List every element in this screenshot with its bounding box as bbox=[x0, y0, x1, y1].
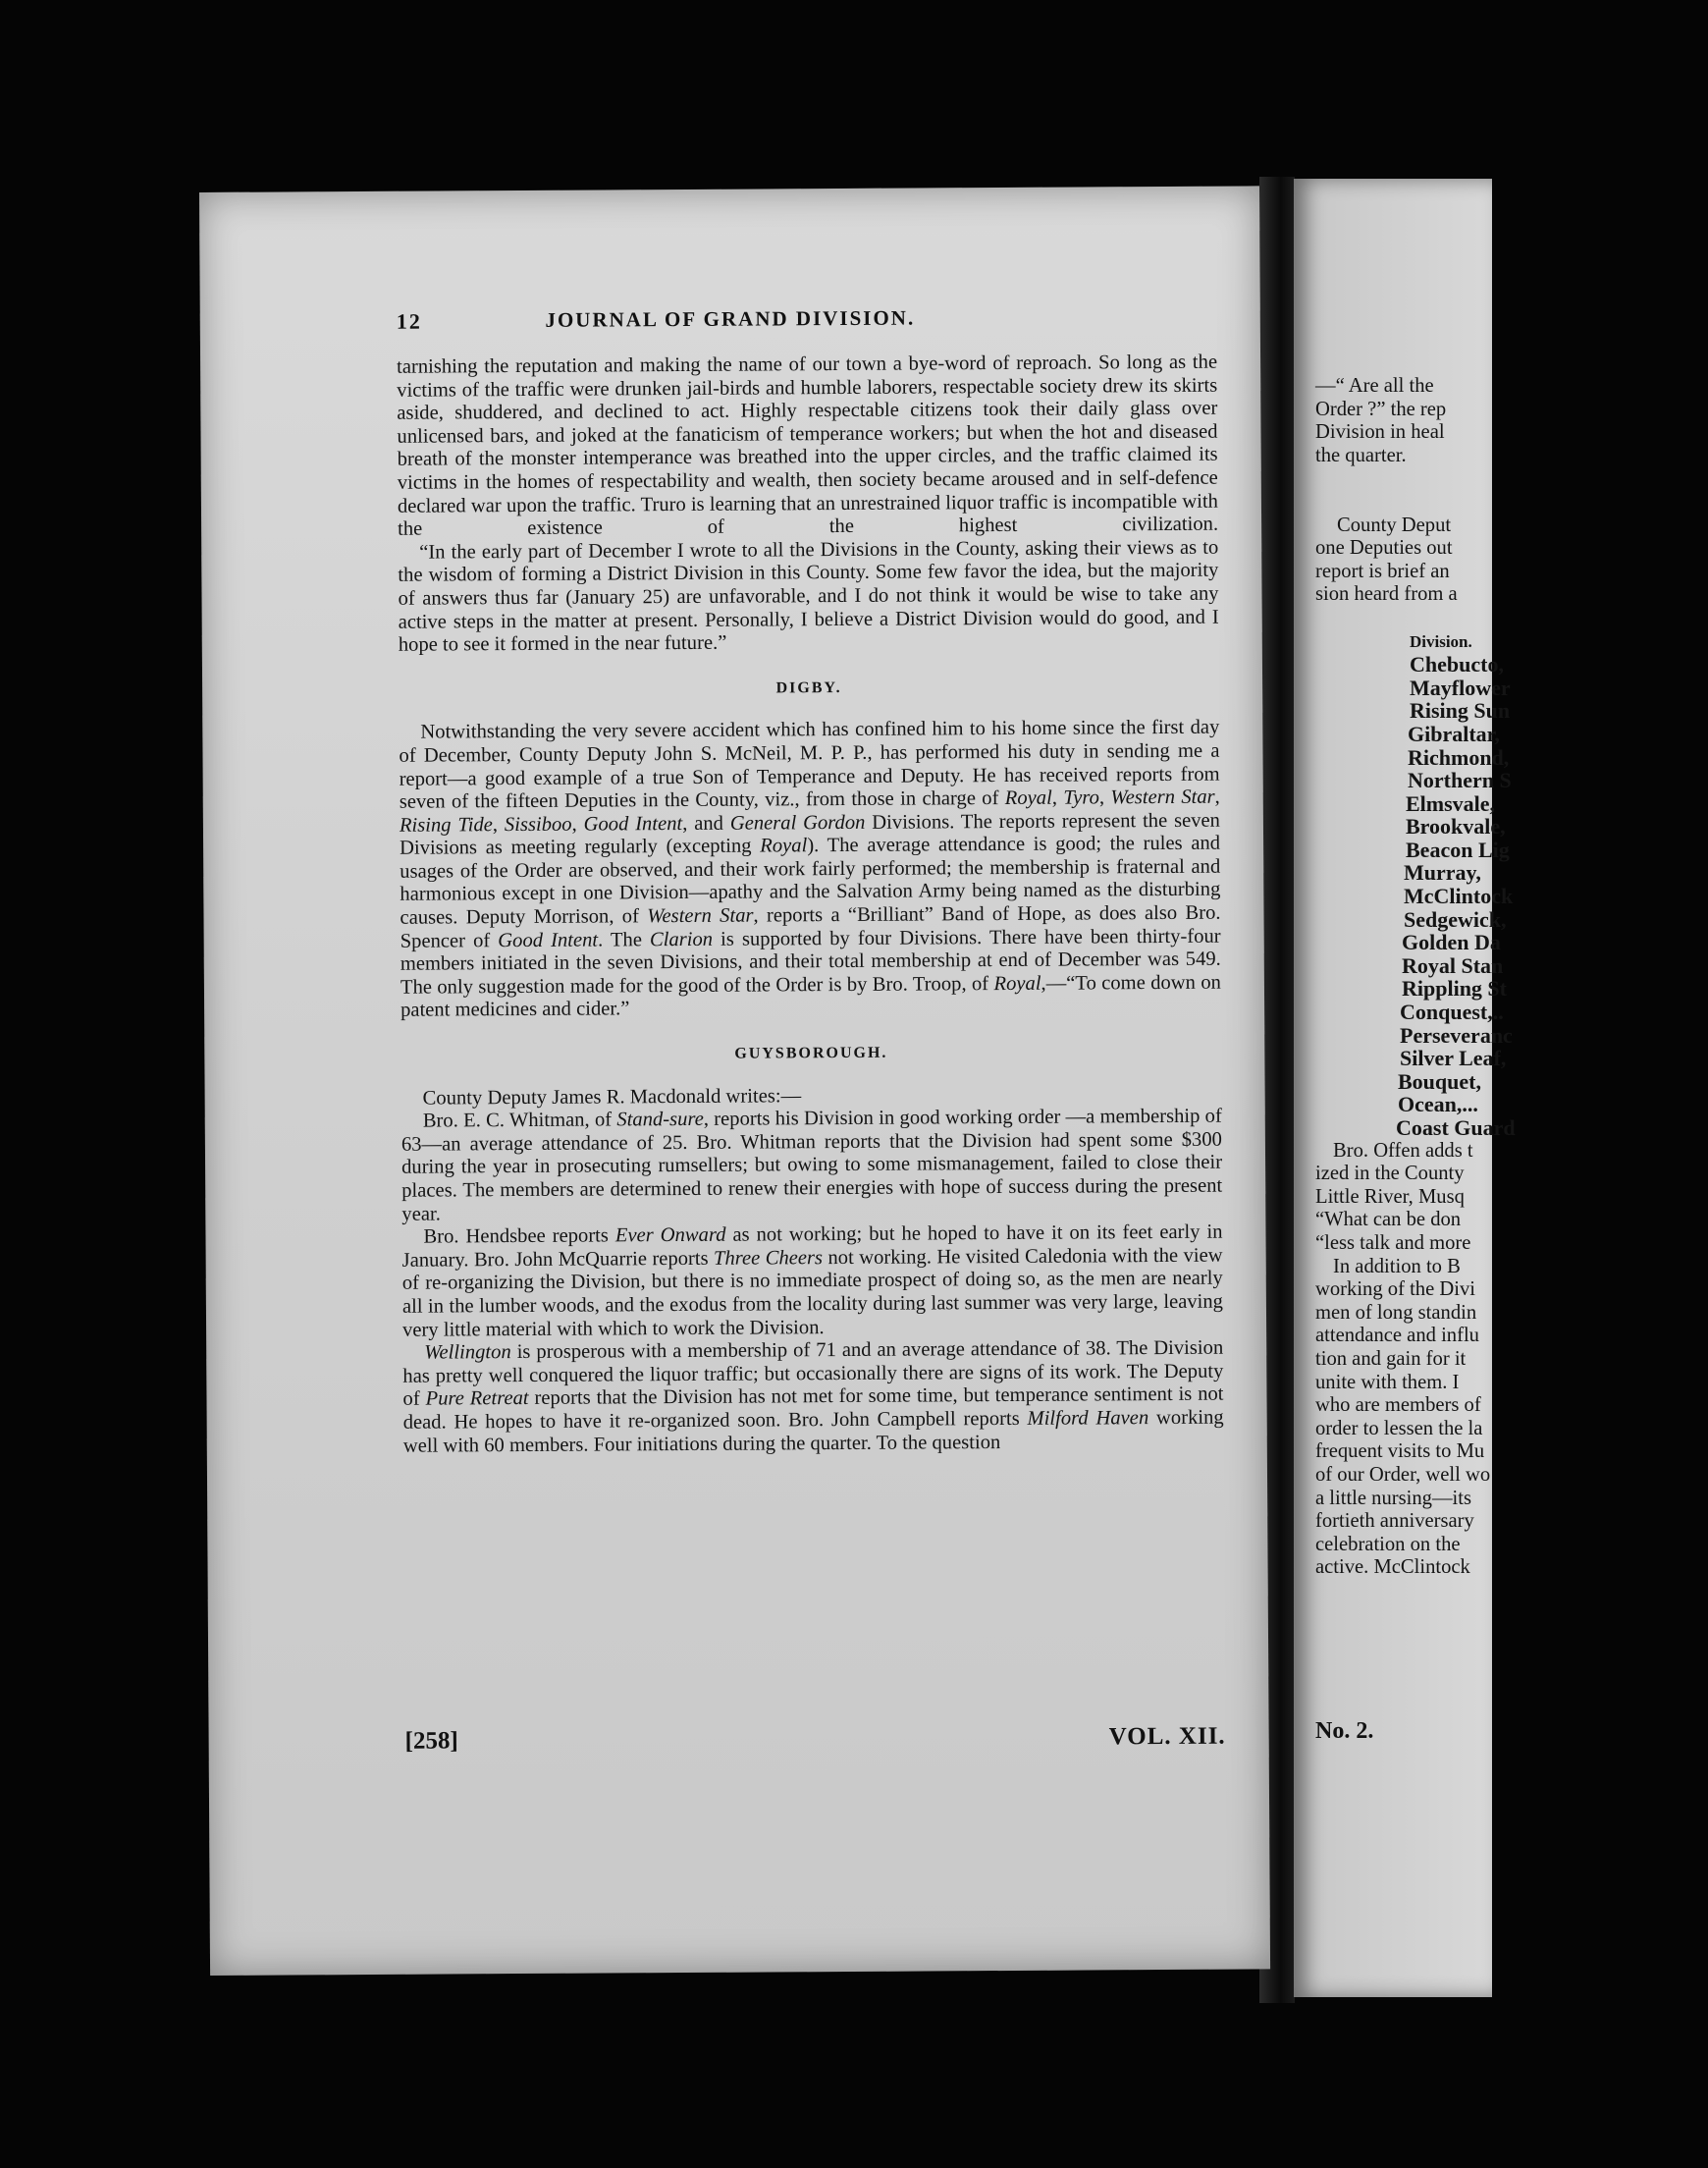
paragraph-district-division: “In the early part of December I wrote to all the Divisions in the County, asking their views as to the wisdom of forming a District Division in this County. Some few favor the idea, but the majority of answers thus far (January 25) are unfavorable, and I do not think it would be wise to take any active steps in the matter at present. Personally, I believe a District Division would do good, and I hope to see it formed in the near future.” bbox=[398, 536, 1219, 656]
division-row: Conquest,.. bbox=[1400, 1000, 1504, 1025]
right-line: County Deput bbox=[1337, 514, 1452, 536]
left-page bbox=[199, 186, 1270, 1976]
right-line: of our Order, well wo bbox=[1315, 1463, 1491, 1486]
running-head bbox=[200, 303, 1260, 340]
division-row: Mayflower bbox=[1410, 675, 1511, 700]
heading-guysborough: GUYSBOROUGH. bbox=[734, 1044, 888, 1062]
right-page-footer: No. 2. bbox=[1315, 1718, 1374, 1744]
right-line: “less talk and more bbox=[1315, 1231, 1471, 1254]
division-row: Golden Da bbox=[1402, 930, 1501, 955]
body-text bbox=[397, 352, 1224, 1458]
division-row: Silver Leaf, bbox=[1400, 1046, 1507, 1071]
right-line: who are members of bbox=[1315, 1394, 1481, 1417]
heading-digby: DIGBY. bbox=[775, 678, 842, 697]
signature-mark: [258] bbox=[404, 1727, 458, 1755]
right-line: attendance and influ bbox=[1315, 1325, 1479, 1347]
right-line: fortieth anniversary bbox=[1315, 1510, 1474, 1533]
right-line bbox=[1315, 467, 1708, 491]
right-page-text bbox=[1315, 375, 1708, 1580]
division-row: McClintock bbox=[1404, 884, 1514, 909]
right-line: one Deputies out bbox=[1315, 537, 1453, 560]
right-line: report is brief an bbox=[1315, 560, 1450, 582]
division-row: Ocean,... bbox=[1398, 1092, 1478, 1117]
volume-label: VOL. XII. bbox=[1108, 1722, 1226, 1751]
right-line: Little River, Musq bbox=[1315, 1185, 1465, 1208]
right-page bbox=[1294, 179, 1516, 1997]
paragraph-whitman: Bro. E. C. Whitman, of Stand-sure, reports his Division in good working order —a membership of 63—an average attendance of 25. Bro. Whitman reports that the Division had spent some $300 during the year in prosecuting rumsellers; but owing to some mismanagement, failed to close their places. The members are determined to renew their energies with hope of success during the present year. bbox=[400, 1105, 1223, 1225]
paragraph-macdonald: County Deputy James R. Macdonald writes:— bbox=[422, 1084, 802, 1110]
right-line: order to lessen the la bbox=[1315, 1417, 1483, 1439]
division-row: Coast Guard bbox=[1396, 1115, 1516, 1140]
division-row: Gibraltar, bbox=[1408, 721, 1500, 746]
division-row: Bouquet, bbox=[1398, 1068, 1481, 1094]
paragraph-digby: Notwithstanding the very severe accident which has confined him to his home since the first day of December, County Deputy John S. McNeil, M. P. P., has performed his duty in sending me a report—a good example of a true Son of Temperance and Deputy. He has received reports from seven of the fifteen Deputies in the County, viz., from those in charge of Royal, Tyro, Western Star, Rising Tide, Sissiboo, Good Intent, and General Gordon Divisions. The reports represent the seven Divisions as meeting regularly (excepting Royal). The average attendance is good; the rules and usages of the Order are observed, and their work fairly performed; the membership is fraternal and harmonious except in one Division—apathy and the Salvation Army being named as the disturbing causes. Deputy Morrison, of Western Star, reports a “Brilliant” Band of Hope, as does also Bro. Spencer of Good Intent. The Clarion is supported by four Divisions. There have been thirty-four members initiated in the seven Divisions, and their total membership at end of December was 549. The only suggestion made for the good of the Order is by Bro. Troop, of Royal,—“To come down on patent medicines and cider.” bbox=[399, 716, 1221, 1022]
right-line bbox=[1315, 491, 1708, 515]
division-row: Murray, bbox=[1404, 860, 1481, 886]
right-line: ized in the County bbox=[1315, 1163, 1465, 1185]
right-line: a little nursing—its bbox=[1315, 1487, 1472, 1509]
right-line: tion and gain for it bbox=[1315, 1347, 1467, 1370]
right-line: working of the Divi bbox=[1315, 1278, 1476, 1301]
right-line bbox=[1315, 607, 1708, 630]
division-row: Rising Sun bbox=[1410, 698, 1511, 724]
division-row: Brookvale, bbox=[1406, 814, 1506, 840]
right-line: men of long standin bbox=[1315, 1301, 1477, 1324]
division-row: Sedgewick, bbox=[1404, 906, 1507, 932]
right-line: —“ Are all the bbox=[1315, 375, 1434, 397]
division-row: Elmsvale, bbox=[1406, 790, 1496, 816]
right-line: active. McClintock bbox=[1315, 1556, 1470, 1579]
division-column-head: Division. bbox=[1410, 631, 1472, 651]
division-row: Rippling St bbox=[1402, 976, 1507, 1002]
division-row: Northern S bbox=[1408, 768, 1512, 793]
right-line: sion heard from a bbox=[1315, 583, 1458, 606]
page-footer bbox=[405, 1723, 1226, 1760]
page-number: 12 bbox=[396, 308, 422, 334]
right-line: unite with them. I bbox=[1315, 1371, 1460, 1393]
right-line: frequent visits to Mu bbox=[1315, 1440, 1485, 1463]
right-line: Division in heal bbox=[1315, 421, 1445, 444]
paragraph-truro: tarnishing the reputation and making the name of our town a bye-word of reproach. So long as the victims of the traffic were drunken jail-birds and humble laborers, respectable society drew its skirts aside, shuddered, and declined to act. Highly respectable citizens took their daily glass over unlicensed bars, and joked at the fanaticism of temperance workers; but when the hot and diseased breath of the monster intemperance was breathed into the upper circles, and the traffic claimed its victims in the homes of respectability and wealth, then society became aroused and in self-defence declared war upon the traffic. Truro is learning that an unrestrained liquor traffic is incompatible with the existence of the highest civilization. bbox=[397, 351, 1219, 540]
right-line: the quarter. bbox=[1315, 444, 1407, 466]
right-line: celebration on the bbox=[1315, 1533, 1461, 1555]
right-line: “What can be don bbox=[1315, 1209, 1462, 1231]
division-row: Chebucto, bbox=[1410, 652, 1504, 678]
paragraph-hendsbee: Bro. Hendsbee reports Ever Onward as not working; but he hoped to have it on its feet early in January. Bro. John McQuarrie reports Three Cheers not working. He visited Caledonia with the view of re-organizing the Division, but there is no immediate prospect of doing so, as the men are nearly all in the lumber woods, and the exodus from the locality during last summer was very large, leaving very little material with which to work the Division. bbox=[401, 1220, 1223, 1341]
division-row: Royal Stan bbox=[1402, 952, 1504, 978]
division-row: Beacon Lig bbox=[1406, 837, 1510, 862]
division-row: Richmond, bbox=[1408, 744, 1510, 770]
journal-title: JOURNAL OF GRAND DIVISION. bbox=[545, 305, 916, 332]
paragraph-wellington: Wellington is prosperous with a membership of 71 and an average attendance of 38. The Division has pretty well conquered the liquor traffic; but occasionally there are signs of its work. The Deputy of Pure Retreat reports that the Division has not met for some time, but temperance sentiment is not dead. He hopes to have it re-organized soon. Bro. John Campbell reports Milford Haven working well with 60 members. Four initiations during the quarter. To the question bbox=[402, 1336, 1224, 1457]
right-line: Bro. Offen adds t bbox=[1333, 1139, 1473, 1162]
division-row: Perseveranc bbox=[1400, 1022, 1513, 1048]
right-line: Order ?” the rep bbox=[1315, 398, 1447, 420]
right-line: In addition to B bbox=[1333, 1255, 1461, 1277]
